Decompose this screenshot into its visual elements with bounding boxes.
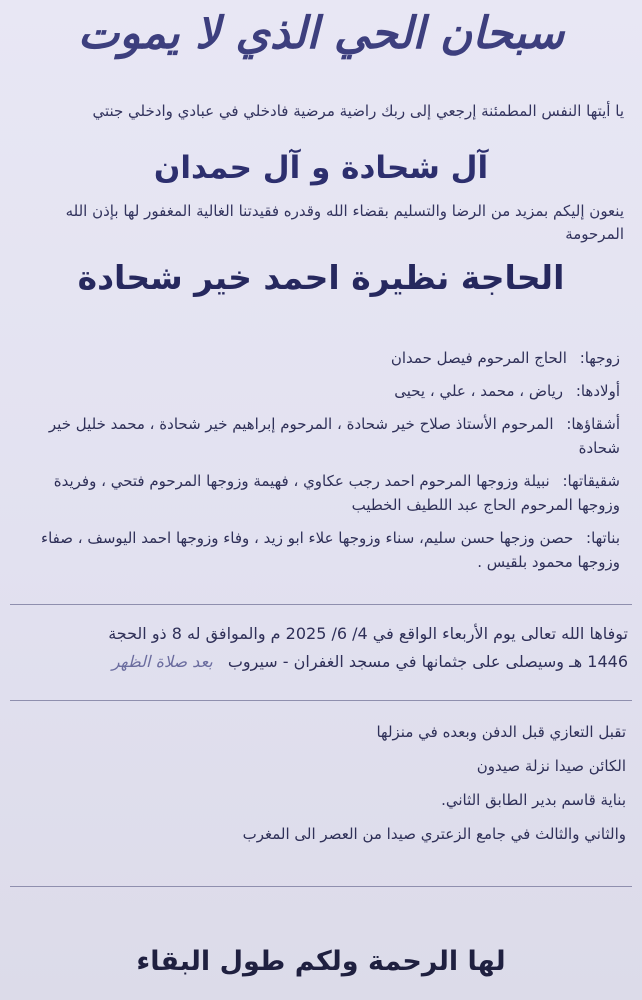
divider-line bbox=[10, 700, 632, 701]
relative-value: حصن وزجها حسن سليم، سناء وزوجها علاء ابو زيد ، وفاء وزوجها احمد اليوسف ، صفاء وزوجها محمود بلقيس . bbox=[41, 529, 620, 571]
death-notice-line1: توفاها الله تعالى يوم الأربعاء الواقع في 4/ 6/ 2025 م والموافق له 8 ذو الحجة bbox=[108, 624, 628, 643]
relative-label: شقيقاتها: bbox=[562, 472, 620, 490]
death-notice-line2 bbox=[16, 648, 628, 676]
relative-value: نبيلة وزوجها المرحوم احمد رجب عكاوي ، فهيمة وزوجها المرحوم فتحي ، وفريدة وزوجها المرحوم الحاج عبد اللطيف الخطيب bbox=[53, 472, 620, 514]
divider-line bbox=[10, 604, 632, 605]
condolences-info bbox=[16, 715, 626, 851]
relative-label: زوجها: bbox=[579, 349, 620, 367]
relative-value: الحاج المرحوم فيصل حمدان bbox=[390, 349, 567, 367]
divider-line bbox=[10, 886, 632, 887]
quran-verse: يا أيتها النفس المطمئنة إرجعي إلى ربك راضية مرضية فادخلي في عبادي وادخلي جنتي bbox=[92, 102, 624, 120]
relative-label: أشقاؤها: bbox=[566, 415, 620, 433]
family-names: آل شحادة و آل حمدان bbox=[153, 150, 489, 186]
announcement-text: ينعون إليكم بمزيد من الرضا والتسليم بقضاء الله وقدره فقيدتنا الغالية المغفور لها بإذن الله المرحومة bbox=[65, 202, 624, 243]
relative-label: بناتها: bbox=[586, 529, 620, 547]
relative-value: رياض ، محمد ، علي ، يحيى bbox=[394, 382, 564, 400]
condolences-line: والثاني والثالث في جامع الزعتري صيدا من العصر الى المغرب bbox=[242, 825, 626, 843]
condolences-line: بناية قاسم بدير الطابق الثاني. bbox=[441, 791, 626, 809]
relatives-list bbox=[20, 346, 620, 583]
death-notice-location: 1446 هـ وسيصلى على جثمانها في مسجد الغفران - سيروب bbox=[227, 652, 628, 671]
relative-value: المرحوم الأستاذ صلاح خير شحادة ، المرحوم إبراهيم خير شحادة ، محمد خليل خير شحادة bbox=[48, 415, 620, 457]
relative-husband bbox=[20, 346, 620, 370]
relative-brothers bbox=[20, 412, 620, 460]
relative-sons bbox=[20, 379, 620, 403]
relative-daughters bbox=[20, 526, 620, 574]
closing-phrase: لها الرحمة ولكم طول البقاء bbox=[136, 946, 506, 977]
condolences-line: الكائن صيدا نزلة صيدون bbox=[476, 757, 626, 775]
calligraphy-header: سبحان الحي الذي لا يموت bbox=[77, 8, 565, 59]
death-notice bbox=[16, 620, 628, 676]
condolences-line: تقبل التعازي قبل الدفن وبعده في منزلها bbox=[376, 723, 626, 741]
relative-sisters bbox=[20, 469, 620, 517]
handwritten-note: بعد صلاة الظهر bbox=[111, 652, 213, 671]
deceased-name: الحاجة نظيرة احمد خير شحادة bbox=[77, 258, 565, 297]
relative-label: أولادها: bbox=[575, 382, 620, 400]
